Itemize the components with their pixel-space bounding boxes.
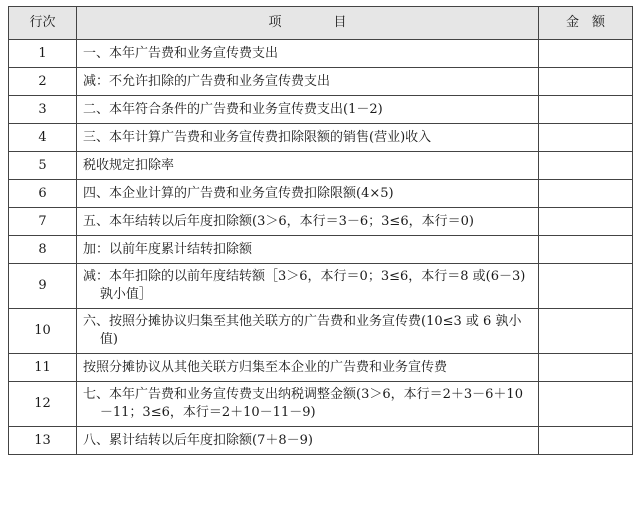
amount-cell[interactable] [539,427,633,455]
table-row [9,427,633,455]
row-item: 减：不允许扣除的广告费和业务宣传费支出 [77,68,539,96]
table-row [9,382,633,427]
table-row [9,236,633,264]
table-row [9,124,633,152]
row-number: 4 [9,124,77,152]
row-item: 四、本企业计算的广告费和业务宣传费扣除限额(4×5) [77,180,539,208]
row-number: 9 [9,264,77,309]
row-number: 12 [9,382,77,427]
amount-cell[interactable] [539,152,633,180]
amount-cell[interactable] [539,382,633,427]
row-number: 5 [9,152,77,180]
table-row [9,309,633,354]
row-item-text: 减：本年扣除的以前年度结转额［3＞6，本行＝0；3≤6，本行＝8 或(6－3)孰小值］ [83,269,526,302]
row-item-text: 六、按照分摊协议归集至其他关联方的广告费和业务宣传费(10≤3 或 6 孰小值) [83,314,522,347]
table-row [9,96,633,124]
row-number: 7 [9,208,77,236]
row-item: 一、本年广告费和业务宣传费支出 [77,40,539,68]
amount-cell[interactable] [539,124,633,152]
table-row [9,180,633,208]
amount-cell[interactable] [539,264,633,309]
row-item: 八、累计结转以后年度扣除额(7＋8－9) [77,427,539,455]
row-item [77,264,539,309]
header-row [9,7,633,40]
header-row-number: 行次 [9,7,77,40]
amount-cell[interactable] [539,180,633,208]
row-number: 8 [9,236,77,264]
table-row [9,152,633,180]
amount-cell[interactable] [539,68,633,96]
row-item: 三、本年计算广告费和业务宣传费扣除限额的销售(营业)收入 [77,124,539,152]
row-item: 按照分摊协议从其他关联方归集至本企业的广告费和业务宣传费 [77,354,539,382]
header-amount: 金 额 [539,7,633,40]
table-row [9,68,633,96]
amount-cell[interactable] [539,236,633,264]
row-number: 10 [9,309,77,354]
row-item [77,382,539,427]
table-row [9,40,633,68]
row-number: 11 [9,354,77,382]
row-item: 五、本年结转以后年度扣除额(3＞6，本行＝3－6；3≤6，本行＝0) [77,208,539,236]
row-number: 2 [9,68,77,96]
row-number: 3 [9,96,77,124]
advertising-expense-adjustment-table [8,6,633,455]
row-item-text: 七、本年广告费和业务宣传费支出纳税调整金额(3＞6，本行＝2＋3－6＋10－11；3≤6，本行＝2＋10－11－9) [83,387,523,420]
header-item: 项 目 [77,7,539,40]
row-number: 1 [9,40,77,68]
table-row [9,354,633,382]
row-item: 加：以前年度累计结转扣除额 [77,236,539,264]
amount-cell[interactable] [539,40,633,68]
row-item: 税收规定扣除率 [77,152,539,180]
table-row [9,208,633,236]
amount-cell[interactable] [539,309,633,354]
row-item: 二、本年符合条件的广告费和业务宣传费支出(1－2) [77,96,539,124]
row-number: 13 [9,427,77,455]
amount-cell[interactable] [539,354,633,382]
amount-cell[interactable] [539,208,633,236]
row-item [77,309,539,354]
amount-cell[interactable] [539,96,633,124]
table-row [9,264,633,309]
row-number: 6 [9,180,77,208]
